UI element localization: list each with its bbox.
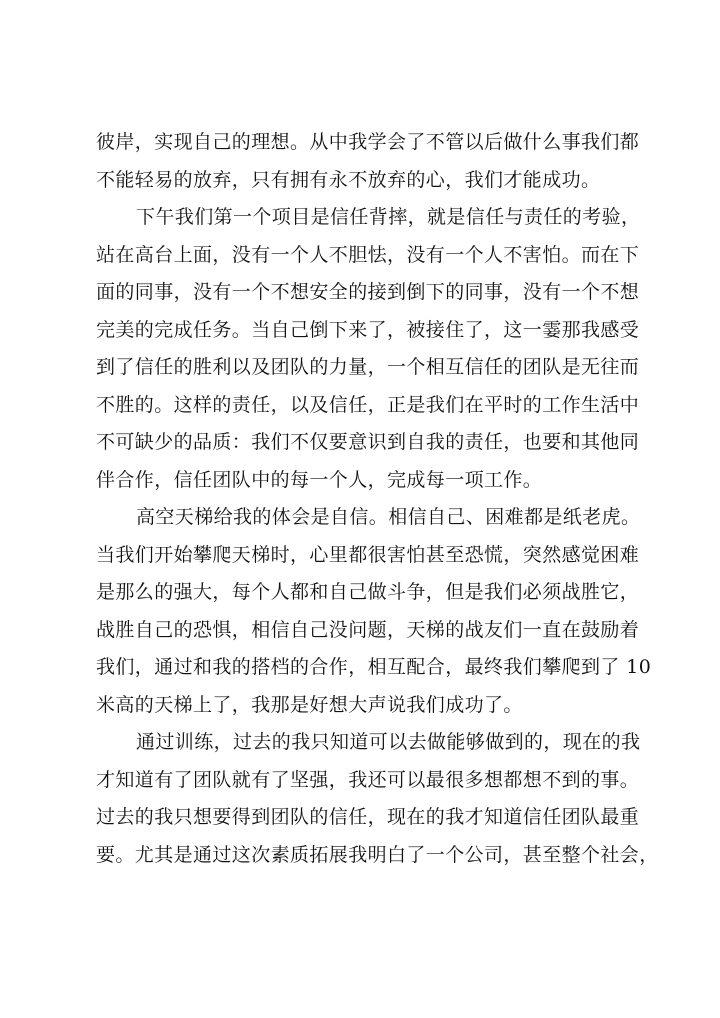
text-line-16: 米高的天梯上了，我那是好想大声说我们成功了。 — [96, 693, 523, 716]
text-line-18: 才知道有了团队就有了坚强，我还可以最很多想都想不到的事。 — [96, 768, 640, 791]
text-line-20: 要。尤其是通过这次素质拓展我明白了一个公司，甚至整个社会， — [96, 843, 659, 866]
text-line-14: 战胜自己的恐惧，相信自己没问题，天梯的战友们一直在鼓励着 — [96, 618, 640, 641]
text-line-7: 到了信任的胜利以及团队的力量，一个相互信任的团队是无往而 — [96, 356, 640, 378]
text-line-15: 我们，通过和我的搭档的合作，相互配合，最终我们攀爬到了 10 — [96, 656, 652, 678]
text-line-12: 当我们开始攀爬天梯时，心里都很害怕甚至恐慌，突然感觉困难 — [96, 543, 640, 566]
text-line-2: 不能轻易的放弃，只有拥有永不放弃的心，我们才能成功。 — [96, 168, 601, 191]
text-line-3: 下午我们第一个项目是信任背摔，就是信任与责任的考验， — [136, 206, 641, 228]
text-line-10: 伴合作，信任团队中的每一个人，完成每一项工作。 — [96, 468, 543, 491]
text-line-17: 通过训练，过去的我只知道可以去做能够做到的，现在的我 — [136, 731, 641, 753]
text-line-19: 过去的我只想要得到团队的信任，现在的我才知道信任团队最重 — [96, 806, 640, 828]
text-line-5: 面的同事，没有一个不想安全的接到倒下的同事，没有一个不想 — [96, 281, 640, 303]
text-line-1: 彼岸，实现自己的理想。从中我学会了不管以后做什么事我们都 — [96, 131, 640, 153]
text-line-6: 完美的完成任务。当自己倒下来了，被接住了，这一霎那我感受 — [96, 318, 640, 341]
text-line-4: 站在高台上面，没有一个人不胆怯，没有一个人不害怕。而在下 — [96, 243, 640, 266]
body-text — [96, 124, 659, 874]
text-line-9: 不可缺少的品质：我们不仅要意识到自我的责任，也要和其他同 — [96, 431, 640, 453]
text-line-11: 高空天梯给我的体会是自信。相信自己、困难都是纸老虎。 — [136, 506, 641, 528]
text-line-13: 是那么的强大，每个人都和自己做斗争，但是我们必须战胜它， — [96, 581, 640, 603]
text-line-8: 不胜的。这样的责任，以及信任，正是我们在平时的工作生活中 — [96, 393, 640, 416]
